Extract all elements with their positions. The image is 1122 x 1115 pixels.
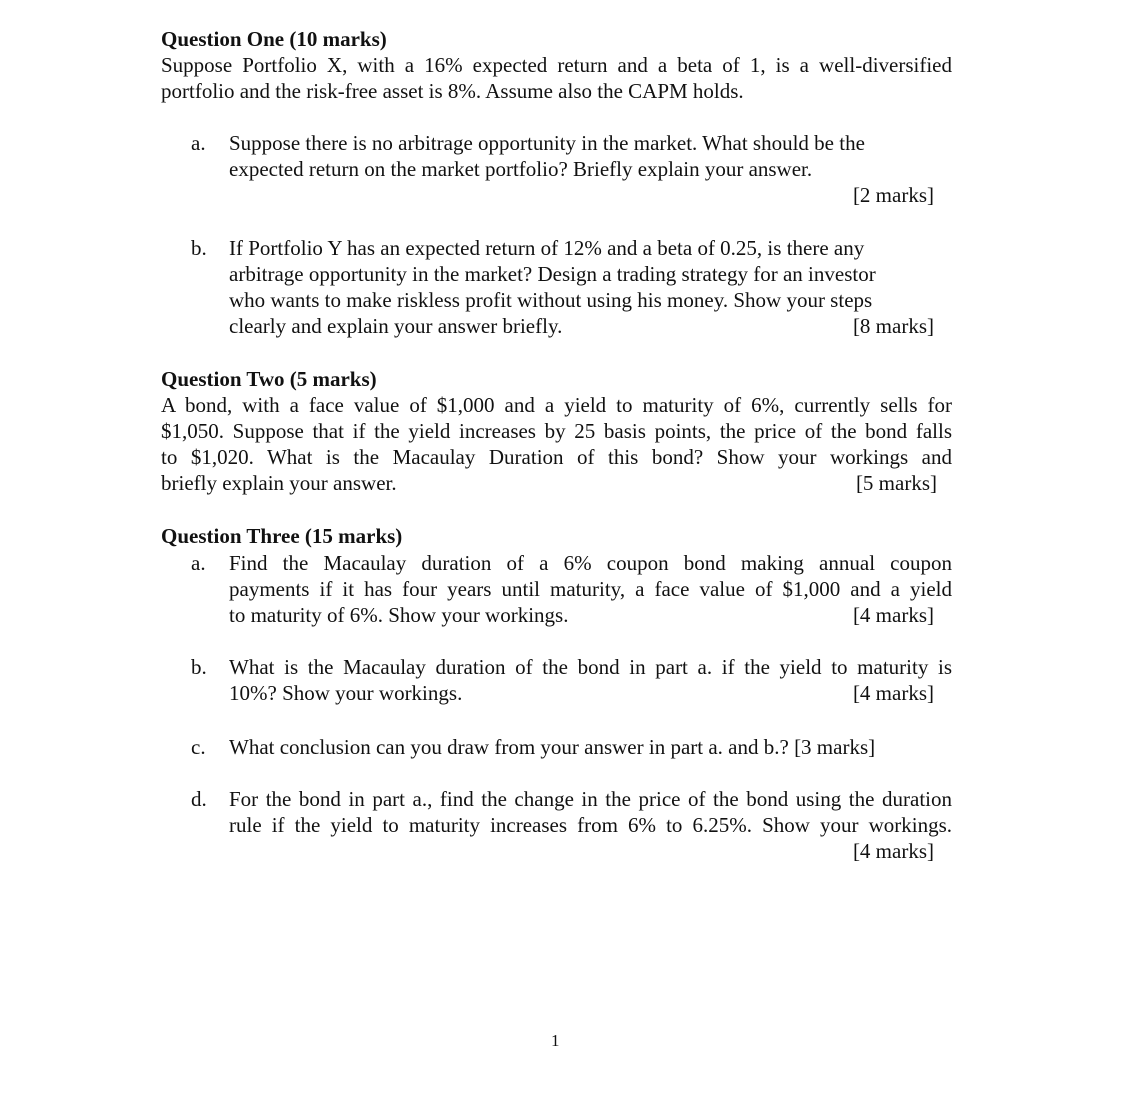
part-body	[229, 235, 934, 339]
part-line: Suppose there is no arbitrage opportunity in the market. What should be the	[229, 131, 865, 155]
question-two-line: to $1,020. What is the Macaulay Duration of this bond? Show your workings and	[161, 445, 952, 469]
marks-label: [4 marks]	[852, 681, 934, 705]
part-letter: d.	[191, 787, 207, 811]
part-letter: b.	[191, 655, 207, 679]
part-last-line	[229, 602, 934, 628]
part-body	[229, 550, 952, 628]
part-line: For the bond in part a., find the change in the price of the bond using the duration	[229, 787, 952, 811]
marks-label: [2 marks]	[852, 183, 934, 207]
part-letter: a.	[191, 551, 206, 575]
question-two-line: $1,050. Suppose that if the yield increases by 25 basis points, the price of the bond falls	[161, 419, 952, 443]
part-letter: b.	[191, 236, 207, 260]
part-line: arbitrage opportunity in the market? Design a trading strategy for an investor	[229, 262, 876, 286]
question-two-body	[161, 392, 952, 496]
marks-label: [8 marks]	[852, 314, 934, 338]
question-one-intro	[161, 52, 952, 104]
question-two-last-line	[161, 470, 937, 496]
question-two-line: A bond, with a face value of $1,000 and a yield to maturity of 6%, currently sells for	[161, 393, 952, 417]
part-line: What is the Macaulay duration of the bond in part a. if the yield to maturity is	[229, 655, 952, 679]
question-two-heading: Question Two (5 marks)	[161, 367, 377, 391]
part-body	[229, 786, 952, 864]
part-line: expected return on the market portfolio? Briefly explain your answer.	[229, 157, 813, 181]
part-body	[229, 654, 952, 706]
page-number: 1	[551, 1031, 560, 1050]
part-body	[229, 130, 934, 208]
question-three-heading: Question Three (15 marks)	[161, 524, 403, 548]
part-line: to maturity of 6%. Show your workings.	[229, 603, 569, 627]
part-last-line	[229, 313, 934, 339]
part-line: who wants to make riskless profit without using his money. Show your steps	[229, 288, 873, 312]
part-line: Find the Macaulay duration of a 6% coupon bond making annual coupon	[229, 551, 952, 575]
marks-label: [4 marks]	[852, 603, 934, 627]
part-line: 10%? Show your workings.	[229, 681, 463, 705]
part-letter: a.	[191, 131, 206, 155]
part-last-line	[229, 680, 934, 706]
marks-label: [5 marks]	[855, 471, 937, 495]
part-line: If Portfolio Y has an expected return of 12% and a beta of 0.25, is there any	[229, 236, 865, 260]
part-line: clearly and explain your answer briefly.	[229, 314, 563, 338]
part-letter: c.	[191, 735, 206, 759]
part-text: What conclusion can you draw from your answer in part a. and b.?	[229, 735, 789, 759]
marks-label: [4 marks]	[852, 839, 934, 863]
part-line: payments if it has four years until maturity, a face value of $1,000 and a yield	[229, 577, 952, 601]
marks-label: [3 marks]	[794, 735, 876, 759]
question-one-intro-line: portfolio and the risk-free asset is 8%. Assume also the CAPM holds.	[161, 79, 744, 103]
part-line	[229, 734, 934, 760]
part-body	[229, 734, 934, 760]
question-two-line: briefly explain your answer.	[161, 471, 397, 495]
question-one-intro-line: Suppose Portfolio X, with a 16% expected return and a beta of 1, is a well-diversified	[161, 53, 952, 77]
question-one-heading: Question One (10 marks)	[161, 27, 387, 51]
part-line: rule if the yield to maturity increases from 6% to 6.25%. Show your workings.	[229, 813, 952, 837]
